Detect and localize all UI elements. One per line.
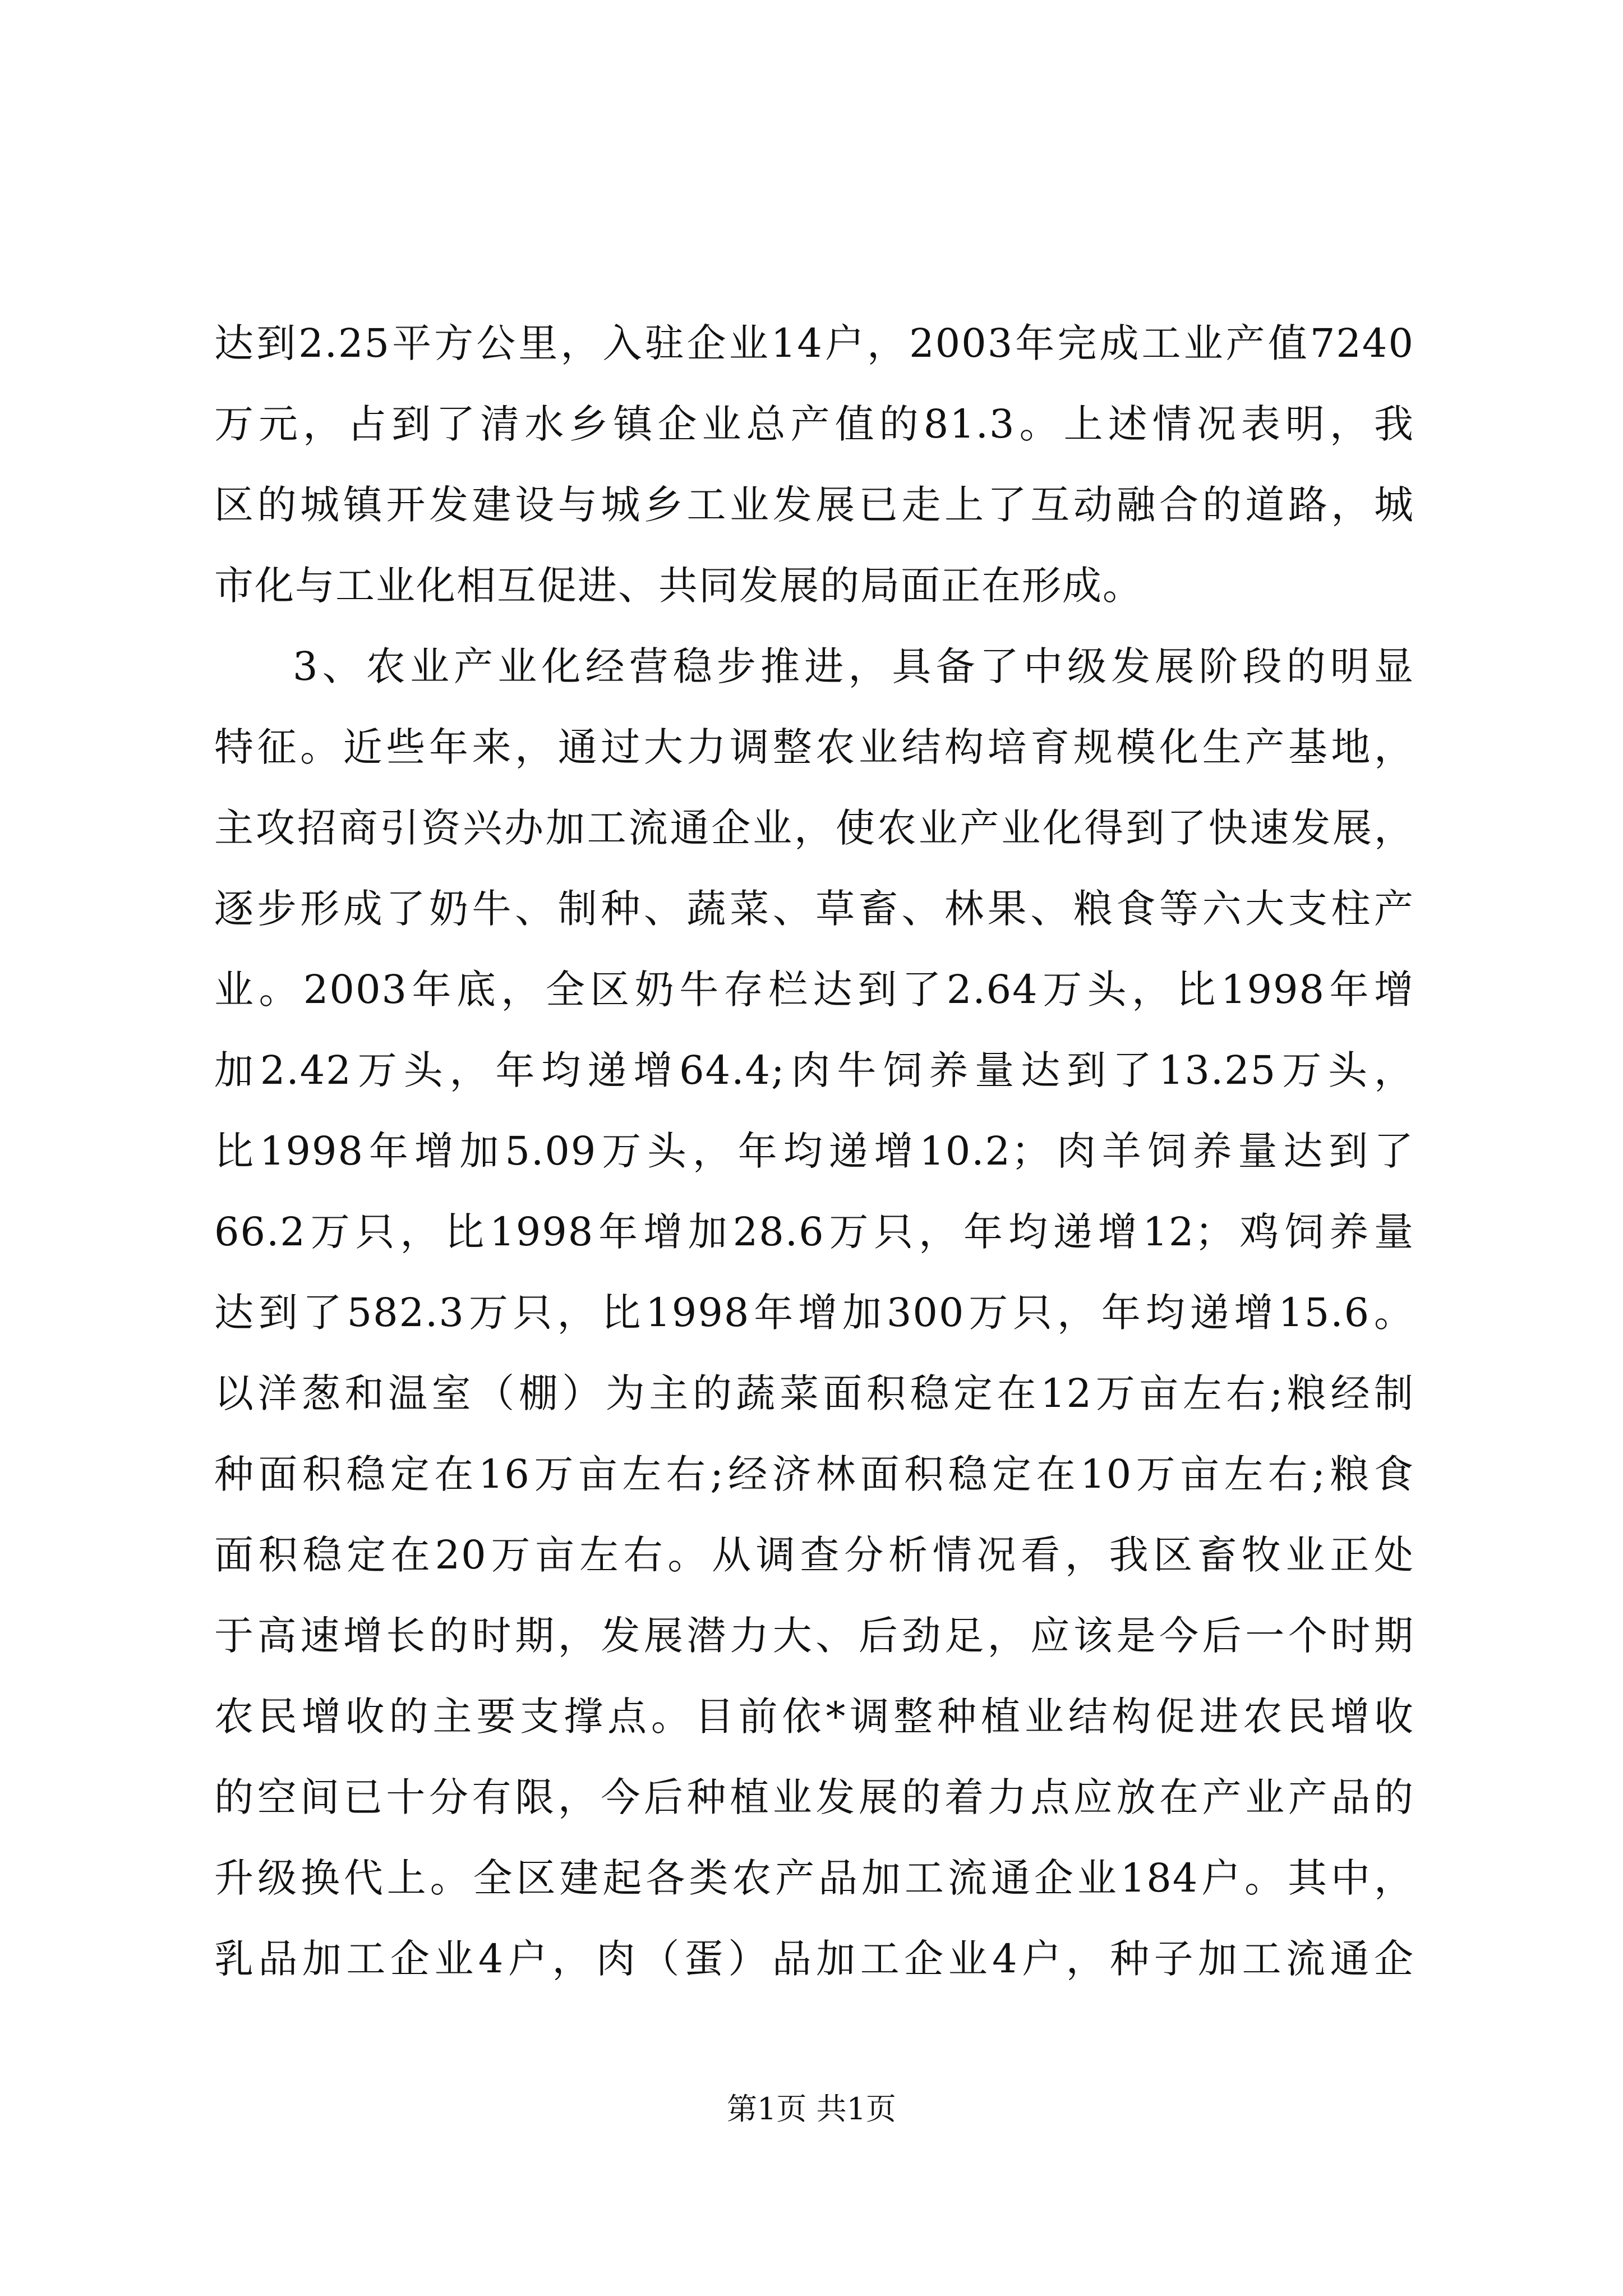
body-text (214, 303, 1414, 1999)
text-line: 农民增收的主要支撑点。目前依*调整种植业结构促进农民增收 (214, 1694, 1414, 1740)
paragraph-start-line: 3、农业产业化经营稳步推进，具备了中级发展阶段的明显 (293, 643, 1414, 689)
text-line: 以洋葱和温室（棚）为主的蔬菜面积稳定在12万亩左右;粮经制 (214, 1370, 1414, 1416)
text-line: 业。2003年底，全区奶牛存栏达到了2.64万头，比1998年增 (214, 967, 1414, 1013)
text-line: 特征。近些年来，通过大力调整农业结构培育规模化生产基地， (214, 724, 1414, 770)
text-line: 升级换代上。全区建起各类农产品加工流通企业184户。其中， (214, 1855, 1414, 1901)
text-line: 乳品加工企业4户，肉（蛋）品加工企业4户，种子加工流通企 (214, 1936, 1414, 1982)
text-line: 市化与工业化相互促进、共同发展的局面正在形成。 (214, 563, 1143, 609)
text-line: 万元，占到了清水乡镇企业总产值的81.3。上述情况表明，我 (214, 401, 1414, 447)
text-line: 达到2.25平方公里，入驻企业14户，2003年完成工业产值7240 (214, 320, 1414, 366)
page-footer: 第1页 共1页 (727, 2091, 896, 2127)
text-line: 达到了582.3万只，比1998年增加300万只，年均递增15.6。 (214, 1290, 1414, 1336)
text-line: 比1998年增加5.09万头，年均递增10.2；肉羊饲养量达到了 (214, 1128, 1414, 1174)
text-line: 66.2万只，比1998年增加28.6万只，年均递增12；鸡饲养量 (214, 1209, 1414, 1255)
text-line: 于高速增长的时期，发展潜力大、后劲足，应该是今后一个时期 (214, 1613, 1414, 1659)
text-line: 面积稳定在20万亩左右。从调查分析情况看，我区畜牧业正处 (214, 1532, 1414, 1578)
text-line: 区的城镇开发建设与城乡工业发展已走上了互动融合的道路，城 (214, 482, 1414, 528)
text-line: 的空间已十分有限，今后种植业发展的着力点应放在产业产品的 (214, 1774, 1414, 1820)
text-line: 加2.42万头，年均递增64.4;肉牛饲养量达到了13.25万头， (214, 1047, 1414, 1093)
text-line: 主攻招商引资兴办加工流通企业，使农业产业化得到了快速发展， (214, 805, 1414, 851)
text-line: 逐步形成了奶牛、制种、蔬菜、草畜、林果、粮食等六大支柱产 (214, 886, 1414, 932)
text-line: 种面积稳定在16万亩左右;经济林面积稳定在10万亩左右;粮食 (214, 1451, 1414, 1497)
